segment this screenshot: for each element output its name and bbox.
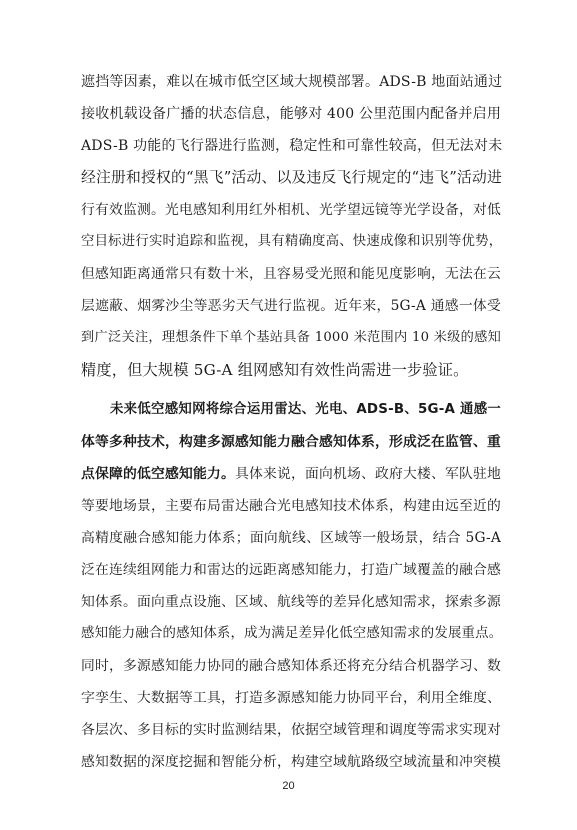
paragraph-2-bold-line-2: 体等多种技术，构建多源感知能力融合感知体系，形成泛在监管、重 — [81, 434, 501, 450]
paragraph-1-line-2: 接收机载设备广播的状态信息，能够对 400 公里范围内配备并启用 — [81, 106, 502, 122]
paragraph-1-line-7: 但感知距离通常只有数十米，且容易受光照和能见度影响，无法在云 — [81, 266, 501, 282]
paragraph-2-line-3 — [81, 464, 501, 496]
paragraph-2-bold-line-1: 未来低空感知网将综合运用雷达、光电、ADS-B、5G-A 通感一 — [110, 402, 501, 417]
paragraph-2-line-10: 字孪生、大数据等工具，打造多源感知能力协同平台，利用全维度、 — [81, 690, 501, 706]
paragraph-1-line-10: 精度，但大规模 5G-A 组网感知有效性尚需进一步验证。 — [81, 361, 469, 379]
paragraph-1-line-4: 经注册和授权的“黑飞”活动、以及违反飞行规定的“违飞”活动进 — [81, 169, 502, 186]
paragraph-2-bold-line-3: 点保障的低空感知能力。 — [81, 466, 235, 482]
paragraph-2-line-11: 各层次、多目标的实时监测结果，依据空域管理和调度等需求实现对 — [81, 722, 501, 738]
paragraph-2-line-7: 知体系。面向重点设施、区域、航线等的差异化感知需求，探索多源 — [81, 594, 501, 610]
paragraph-1-line-5: 行有效监测。光电感知利用红外相机、光学望远镜等光学设备，对低 — [81, 202, 501, 218]
paragraph-1-line-6: 空目标进行实时追踪和监视，具有精确度高、快速成像和识别等优势， — [81, 234, 503, 249]
paragraph-2-line-12: 感知数据的深度挖掘和智能分析，构建空域航路级空域流量和冲突模 — [81, 754, 501, 770]
paragraph-1-line-3: ADS-B 功能的飞行器进行监测，稳定性和可靠性较高，但无法对未 — [81, 138, 503, 154]
paragraph-1-line-8: 层遮蔽、烟雾沙尘等恶劣天气进行监视。近年来，5G-A 通感一体受 — [81, 298, 501, 314]
paragraph-1-line-1: 遮挡等因素，难以在城市低空区域大规模部署。ADS-B 地面站通过 — [81, 74, 503, 90]
paragraph-1-line-9: 到广泛关注，理想条件下单个基站具备 1000 米范围内 10 米级的感知 — [81, 330, 501, 345]
paragraph-2-line-4: 等要地场景，主要布局雷达融合光电感知技术体系，构建由远至近的 — [81, 498, 501, 514]
page-number: 20 — [282, 780, 295, 792]
paragraph-2-line-5: 高精度融合感知能力体系；面向航线、区域等一般场景，结合 5G-A — [81, 530, 501, 546]
paragraph-2-line-3-rest: 具体来说，面向机场、政府大楼、军队驻地 — [235, 466, 501, 482]
paragraph-2-line-8: 感知能力融合的感知体系，成为满足差异化低空感知需求的发展重点。 — [81, 626, 503, 641]
paragraph-2-line-6: 泛在连续组网能力和雷达的远距离感知能力，打造广域覆盖的融合感 — [81, 562, 501, 578]
paragraph-2-line-9: 同时，多源感知能力协同的融合感知体系还将充分结合机器学习、数 — [81, 658, 501, 674]
